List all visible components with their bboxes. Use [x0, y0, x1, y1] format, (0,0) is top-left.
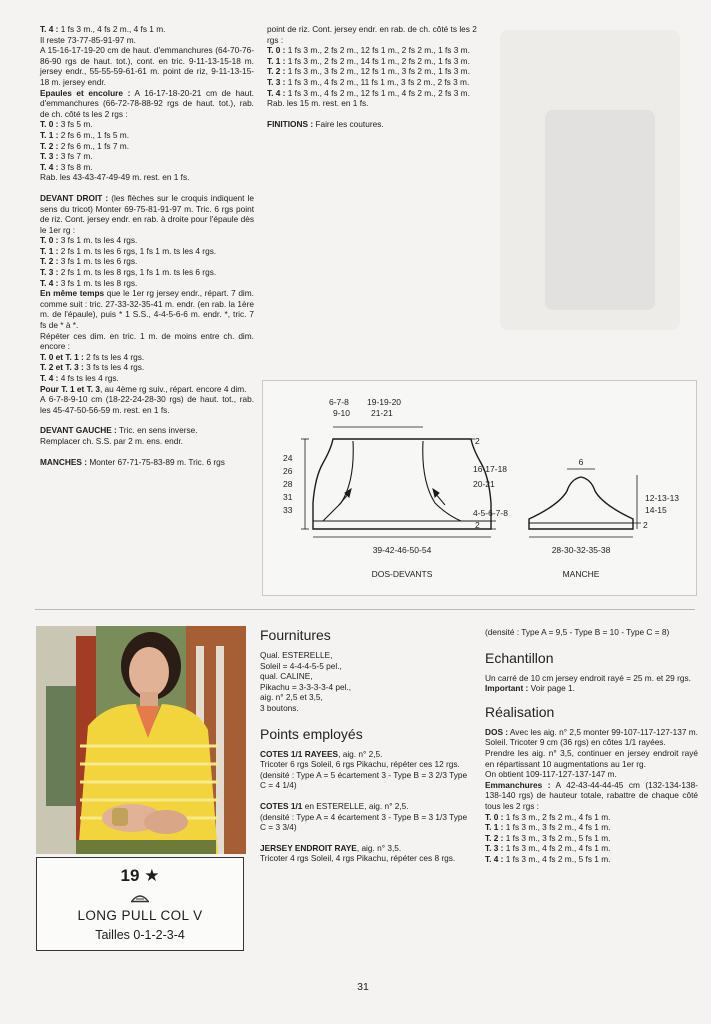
dim-height-1: 26: [283, 466, 293, 476]
instruction-line: T. 4 : 1 fs 3 m., 4 fs 2 m., 5 fs 1 m.: [485, 853, 611, 864]
instruction-line: FINITIONS : Faire les coutures.: [267, 118, 384, 129]
instruction-line: Il reste 73-77-85-91-97 m.: [40, 34, 136, 45]
instruction-line: Rab. les 43-43-47-49-49 m. rest. en 1 fs.: [40, 172, 190, 183]
supply-line: Pikachu = 3-3-3-3-4 pel.,: [260, 681, 352, 692]
dim-dos-top-right-2: 21-21: [371, 408, 393, 418]
paragraph-gap: [260, 833, 470, 843]
model-title: LONG PULL COL V: [77, 908, 203, 923]
instruction-line: A 6-7-8-9-10 cm (18-22-24-28-30 rgs) de haut. tot., rab. les 45-47-50-56-59 m. rest. en 1 fs.: [40, 394, 254, 415]
page-number: 31: [357, 981, 369, 993]
instruction-line: Un carré de 10 cm jersey endroit rayé = 25 m. et 29 rgs.: [485, 672, 691, 683]
dim-height-4: 33: [283, 505, 293, 515]
dim-manche-top: 6: [578, 457, 584, 467]
instruction-line: Emmanchures : A 42-43-44-44-45 cm (132-134-138-138-140 rgs) de hauteur totale, rabattre de chaque côté tous les 2 rgs :: [485, 779, 698, 811]
supply-line: Soleil = 4-4-4-5-5 pel.,: [260, 660, 342, 671]
instruction-line: T. 4 : 1 fs 3 m., 4 fs 2 m., 4 fs 1 m.: [40, 24, 166, 34]
instruction-line: T. 1 : 2 fs 1 m. ts les 6 rgs, 1 fs 1 m. ts les 4 rgs.: [40, 245, 217, 256]
dim-height-3: 31: [283, 492, 293, 502]
instruction-line: T. 0 et T. 1 : 2 fs ts les 4 rgs.: [40, 351, 145, 362]
knitting-icon: [130, 891, 150, 903]
instruction-line: DOS : Avec les aig. n° 2,5 monter 99-107-117-127-137 m. Soleil. Tricoter 9 cm (36 rgs) en côtes 1/1 rayées.: [485, 726, 698, 748]
instruction-line: T. 2 : 3 fs 1 m. ts les 6 rgs.: [40, 256, 138, 267]
instruction-line: T. 3 : 2 fs 1 m. ts les 8 rgs, 1 fs 1 m. ts les 6 rgs.: [40, 267, 217, 278]
instruction-line: JERSEY ENDROIT RAYE, aig. n° 3,5.: [260, 842, 402, 853]
difficulty-star-icon: ★: [144, 866, 160, 885]
model-sizes: Tailles 0-1-2-3-4: [95, 928, 185, 942]
instructions-far-column: [485, 627, 698, 865]
model-photo: [36, 626, 246, 854]
supply-line: Qual. ESTERELLE,: [260, 650, 333, 660]
dim-dos-top-left-1: 6-7-8: [329, 397, 349, 407]
instruction-line: DEVANT DROIT : (les flèches sur le croquis indiquent le sens du tricot) Monter 69-75-81-91-97 m. Tric. 6 rgs point de riz. Cont. jersey endr. en rab. à droite pour l'épaule dès le 1er rg :: [40, 192, 254, 235]
manche-outline: [529, 477, 633, 529]
supply-line: 3 boutons.: [260, 702, 299, 713]
realisation-heading: Réalisation: [485, 703, 555, 720]
instruction-line: En même temps que le 1er rg jersey endr., répart. 7 dim. comme suit : tric. 27-33-32-35-41 m. endr. (en rab. la 1ère m. de l'épaule), puis * 1 S.S., 4-4-5-6-6 m. endr. *, tric. 7 fs de * à *.: [40, 288, 254, 331]
instruction-line: (densité : Type A = 5 écartement 3 - Type B = 3 2/3 Type C = 4 1/4): [260, 769, 468, 791]
pattern-schematic: [262, 380, 697, 596]
instruction-line: A 15-16-17-19-20 cm de haut. d'emmanchures (64-70-76-86-90 rgs de haut. tot.), cont. en tric. 9-11-13-15-18 m. jersey endr., 55-55-59-61-61 m. point de riz, 9-11-13-15-18 m. jersey endr.: [40, 45, 254, 87]
instruction-line: T. 0 : 3 fs 1 m. ts les 4 rgs.: [40, 235, 138, 246]
instruction-line: (densité : Type A = 4 écartement 3 - Type B = 3 1/3 Type C = 3 3/4): [260, 811, 468, 833]
echantillon-heading: Echantillon: [485, 649, 554, 666]
instruction-line: T. 4 : 3 fs 1 m. ts les 8 rgs.: [40, 277, 138, 288]
bleed-through-shape: [545, 110, 655, 310]
realisation-text: [485, 727, 698, 865]
paragraph-gap: [40, 415, 254, 425]
dim-manche-width: 28-30-32-35-38: [551, 545, 611, 555]
paragraph-gap: [40, 183, 254, 193]
materials-column: [260, 627, 470, 864]
model-number-heading: [37, 866, 243, 886]
instruction-line: Important : Voir page 1.: [485, 683, 575, 694]
instruction-line: COTES 1/1 en ESTERELLE, aig. n° 2,5.: [260, 800, 409, 811]
instruction-line: T. 2 : 1 fs 3 m., 3 fs 2 m., 12 fs 1 m., 3 fs 2 m., 1 fs 3 m.: [267, 66, 470, 77]
paragraph-gap: [267, 109, 479, 119]
fournitures-heading: Fournitures: [260, 627, 331, 643]
instruction-line: T. 1 : 1 fs 3 m., 3 fs 2 m., 4 fs 1 m.: [485, 822, 611, 833]
dos-devants-outline: [313, 439, 491, 529]
dim-dos-two-bottom: 2: [475, 520, 480, 530]
instruction-line: T. 4 : 3 fs 8 m.: [40, 161, 93, 172]
instruction-line: Prendre les aig. n° 3,5, continuer en jersey endroit rayé en répartissant 10 augmentations au 1er rg.: [485, 747, 698, 769]
instruction-line: Tricoter 4 rgs Soleil, 4 rgs Pikachu, répéter ces 8 rgs.: [260, 853, 456, 864]
instructions-left-column: [40, 24, 254, 467]
instruction-line: T. 0 : 1 fs 3 m., 2 fs 2 m., 12 fs 1 m., 2 fs 2 m., 1 fs 3 m.: [267, 45, 470, 56]
model-title-box: [36, 857, 244, 951]
instruction-line: Rab. les 15 m. rest. en 1 fs.: [267, 98, 369, 109]
instruction-line: Epaules et encolure : A 16-17-18-20-21 cm de haut. d'emmanchures (66-72-78-88-92 rgs de haut. tot.), rab. de ch. côté ts les 2 rgs :: [40, 87, 254, 119]
instructions-right-column: [267, 24, 479, 129]
dim-dos-right-a-1: 16-17-18: [473, 464, 508, 474]
instruction-line: T. 2 et T. 3 : 3 fs ts les 4 rgs.: [40, 362, 145, 373]
dim-dos-two-top: 2: [475, 436, 480, 446]
paragraph-gap: [260, 791, 470, 801]
paragraph-gap: [40, 447, 254, 457]
fournitures-list: [260, 650, 470, 714]
instruction-line: T. 2 : 2 fs 6 m., 1 fs 7 m.: [40, 140, 129, 151]
points-list: [260, 749, 470, 864]
dim-height-0: 24: [283, 453, 293, 463]
points-heading: Points employés: [260, 725, 363, 742]
supply-line: aig. n° 2,5 et 3,5,: [260, 692, 323, 703]
instruction-line: MANCHES : Monter 67-71-75-83-89 m. Tric. 6 rgs: [40, 456, 225, 467]
instruction-line: point de riz. Cont. jersey endr. en rab. de ch. côté ts les 2 rgs :: [267, 24, 477, 45]
instruction-line: T. 0 : 1 fs 3 m., 2 fs 2 m., 4 fs 1 m.: [485, 811, 611, 822]
dim-dos-top-right-1: 19-19-20: [367, 397, 402, 407]
dim-dos-width: 39-42-46-50-54: [372, 545, 432, 555]
dim-height-2: 28: [283, 479, 293, 489]
label-dos-devants: DOS-DEVANTS: [371, 569, 433, 579]
label-manche: MANCHE: [562, 569, 600, 579]
instruction-line: T. 4 : 1 fs 3 m., 4 fs 2 m., 12 fs 1 m., 4 fs 2 m., 2 fs 3 m.: [267, 87, 470, 98]
instruction-line: T. 3 : 1 fs 3 m., 4 fs 2 m., 4 fs 1 m.: [485, 843, 611, 854]
instruction-line: T. 4 : 4 fs ts les 4 rgs.: [40, 373, 119, 383]
instruction-line: COTES 1/1 RAYEES, aig. n° 2,5.: [260, 748, 383, 759]
echantillon-text: [485, 673, 698, 694]
dim-manche-two: 2: [643, 520, 648, 530]
dim-manche-right-1: 12-13-13: [645, 493, 680, 503]
instruction-line: T. 1 : 2 fs 6 m., 1 fs 5 m.: [40, 129, 129, 140]
instruction-line: T. 3 : 1 fs 3 m., 4 fs 2 m., 11 fs 1 m., 3 fs 2 m., 2 fs 3 m.: [267, 76, 470, 87]
dim-dos-top-left-2: 9-10: [333, 408, 351, 418]
instruction-line: Remplacer ch. S.S. par 2 m. ens. endr.: [40, 435, 183, 446]
dim-dos-right-b: 4-5-6-7-8: [473, 508, 508, 518]
model-number: 19: [120, 866, 140, 885]
dim-manche-right-2: 14-15: [645, 505, 667, 515]
instruction-line: T. 1 : 1 fs 3 m., 2 fs 2 m., 14 fs 1 m., 2 fs 2 m., 1 fs 3 m.: [267, 55, 470, 66]
instruction-line: DEVANT GAUCHE : Tric. en sens inverse.: [40, 425, 198, 436]
densite-note: (densité : Type A = 9,5 - Type B = 10 - Type C = 8): [485, 627, 670, 637]
instruction-line: Tricoter 6 rgs Soleil, 6 rgs Pikachu, répéter ces 12 rgs.: [260, 759, 460, 770]
supply-line: qual. CALINE,: [260, 671, 313, 682]
instruction-line: Pour T. 1 et T. 3, au 4ème rg suiv., répart. encore 4 dim.: [40, 383, 247, 394]
section-divider: [35, 609, 695, 610]
dim-dos-right-a-2: 20-21: [473, 479, 495, 489]
instruction-line: On obtient 109-117-127-137-147 m.: [485, 769, 617, 780]
instruction-line: T. 2 : 1 fs 3 m., 3 fs 2 m., 5 fs 1 m.: [485, 832, 611, 843]
instruction-line: T. 3 : 3 fs 7 m.: [40, 151, 93, 162]
instruction-line: Répéter ces dim. en tric. 1 m. de moins entre ch. dim. encore :: [40, 330, 254, 352]
instruction-line: T. 0 : 3 fs 5 m.: [40, 119, 93, 130]
